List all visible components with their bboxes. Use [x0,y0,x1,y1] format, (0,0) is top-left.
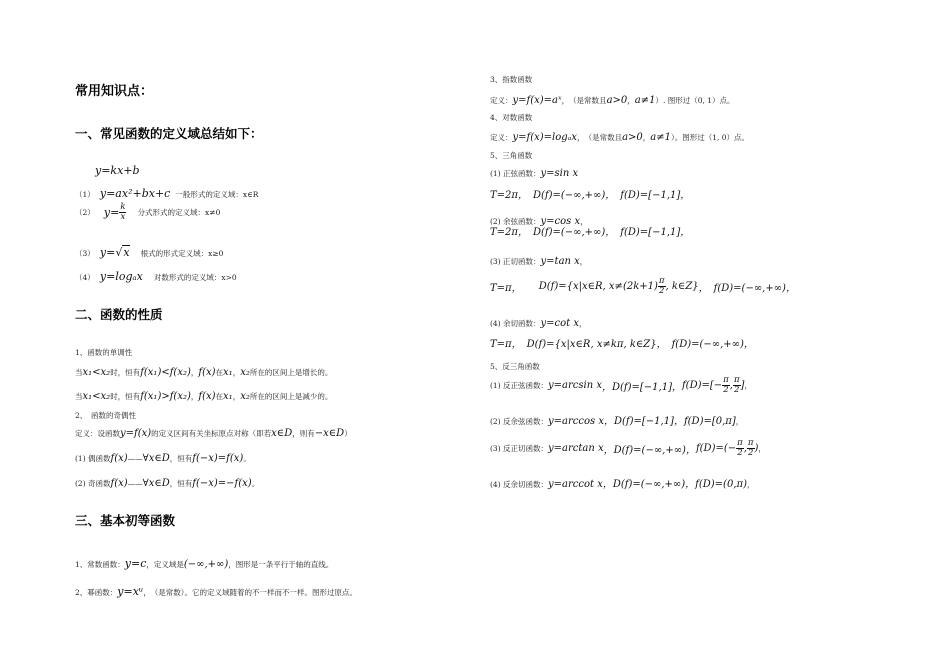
formula: f(x) [198,391,216,402]
cos-line-2: T=2π， D(f)=(−∞,+∞)， f(D)=[−1,1]， [490,227,691,238]
domain-item-3 [75,241,223,260]
text: ， （是常数且 [561,96,607,105]
domain-item-4 [75,265,237,284]
text: ，图形是一条平行于轴的直线。 [228,560,334,569]
text: ， （是常数且 [577,133,623,142]
cot-line-2: T=π， D(f)={x|x∈R, x≠kπ, k∈Z}， f(D)=(−∞,+∞)， [490,339,754,350]
formula: f(x₁)>f(x₂) [140,391,191,402]
exp-definition [490,88,735,107]
text: (1) 偶函数 [75,454,111,463]
fraction-k-over-x [119,203,126,222]
fraction-pi-over-2 [736,439,744,458]
item-text: 对数形式的定义域：x>0 [153,273,237,282]
text: (4) 反余切函数： [490,480,549,489]
formula: f(−x)=−f(x) [192,478,252,489]
text: 在 [215,368,224,377]
arcsin-line [490,375,752,395]
formula: a>0 [622,132,643,143]
text: ， [232,392,241,401]
text: (3) 反正切函数： [490,444,549,453]
formula: y=arcsin x [548,380,602,391]
parity-title: 2、 函数的奇偶性 [75,411,137,420]
formula: ∀x∈D [142,478,170,489]
formula: a>0 [606,95,628,106]
log-title: 4、对数函数 [490,113,533,122]
formula: f(x) [110,453,128,464]
formula: f(x) [198,367,216,378]
text: —— [127,454,143,463]
formula: f(x₁)<f(x₂) [140,367,191,378]
text: 定义： [490,133,513,142]
formula: y=cos x [540,216,581,227]
fraction-denominator: 2 [734,385,740,395]
formula: x₁<x₂ [82,391,111,402]
fraction-denominator: 2 [658,286,665,296]
formula: y=f(x) [120,428,152,439]
formula: a≠1 [634,95,656,106]
monotonic-decreasing [75,384,332,403]
arccot-line [490,472,754,491]
formula: y=cot x [540,318,580,329]
text: ） [344,429,352,438]
item-text: 分式形式的定义域：x≠0 [137,208,221,217]
formula: y=xᵘ [117,585,144,598]
text: (2) 余弦函数： [490,217,541,226]
item-number: （3） [75,249,95,258]
formula-log: y=logₐx [99,270,143,283]
text: 所在的区间上是增长的。 [249,368,333,377]
formula: ] [740,380,745,391]
text: ，恒有 [169,479,193,488]
parity-definition [75,421,352,440]
even-function [75,446,251,465]
fraction-numerator: k [120,202,126,212]
formula: y=arctan x [548,443,604,454]
text: —— [127,479,143,488]
fraction-pi-over-2 [747,439,755,458]
formula: y=f(x)=aˣ [512,95,562,106]
text: (3) 正切函数： [490,257,541,266]
formula: , k∈Z} [665,281,699,292]
section2-heading: 二、函数的性质 [75,307,163,322]
text: (1) 正弦函数： [490,169,541,178]
formula: (−∞,+∞) [183,559,229,570]
text: ， [642,133,651,142]
monotonic-increasing [75,360,332,379]
text: 所在的区间上是减少的。 [249,392,333,401]
formula: T=π， [490,283,522,294]
trig-title: 5、三角函数 [490,151,533,160]
fraction-numerator: π [658,276,665,286]
item-number: （1） [75,190,95,199]
text: ， （是常数）。它的定义域随着的不一样而不一样。图形过原点。 [143,588,358,597]
formula: x₂ [240,391,250,402]
text: (2) 奇函数 [75,479,111,488]
fraction-pi-over-2 [733,376,741,395]
text: 时，恒有 [110,368,141,377]
text: ， [232,368,241,377]
domain-item-1 [75,182,258,201]
formula: ) [754,443,759,454]
formula: x∈D [271,428,293,439]
formula: ∀x∈D [142,453,170,464]
text: ， [580,217,588,226]
formula: a≠1 [650,132,671,143]
tan-line-1 [490,249,587,268]
text: ）. 图形过（0, 1）点。 [655,96,735,105]
formula: D(f)={x|x∈R, x≠(2k+1) [538,281,658,292]
text: 。 [243,454,251,463]
formula: −x∈D [314,428,345,439]
sqrt-sign: √ [115,246,123,259]
odd-function [75,471,259,490]
text: 的定义区间有关坐标原点对称（即若 [151,429,272,438]
text: 1、常数函数： [75,560,125,569]
formula: ，D(f)=(−∞,+∞)，f(D)=(0,π) [602,479,747,490]
fraction-numerator: π [723,375,729,385]
formula: , [729,380,733,391]
formula: ， f(D)=(−∞,+∞)， [698,283,796,294]
fraction-pi-over-2 [722,376,730,395]
formula: y=tan x [540,256,580,267]
formula: y=arccot x [548,479,603,490]
power-function [75,580,357,599]
text: ， [190,392,199,401]
fraction-numerator: π [747,438,754,448]
text: 定义：设函数 [75,429,120,438]
text: 当 [75,392,83,401]
text: ， [627,96,635,105]
formula: f(D)=[− [681,380,723,391]
item-number: （2） [75,208,95,217]
fraction-numerator: π [737,438,743,448]
formula: ，D(f)=[−1,1]， [601,382,682,393]
text: 定义： [490,96,513,105]
item-number: （4） [75,273,95,282]
formula: x₁ [223,367,233,378]
formula: y=arccos x [548,416,604,427]
formula-lhs: y= [99,246,116,259]
formula: f(D)=(− [695,443,737,454]
fraction-denominator: 2 [737,448,743,458]
section3-heading: 三、基本初等函数 [75,513,176,528]
text: ， [579,257,588,266]
arccos-line [490,409,743,428]
text: ， [735,417,744,426]
formula: x₁<x₂ [82,367,111,378]
sin-line-1 [490,161,578,180]
text: (2) 反余弦函数： [490,417,549,426]
text: (1) 反正弦函数： [490,381,549,390]
text: ，定义域是 [146,560,184,569]
item-text: 一般形式的定义域：x∈R [175,190,259,199]
text: 时，恒有 [110,392,141,401]
formula: f(−x)=f(x) [192,453,244,464]
formula: y=sin x [540,168,579,179]
exp-title: 3、指数函数 [490,75,533,84]
domain-item-2 [75,202,220,222]
formula: ，D(f)=[−1,1]，f(D)=[0,π] [603,416,736,427]
section1-heading: 一、常见函数的定义域总结如下： [75,126,263,141]
text: ，恒有 [169,454,193,463]
text: ， [190,368,199,377]
sin-line-2: T=2π， D(f)=(−∞,+∞)， f(D)=[−1,1]， [490,190,691,201]
formula: ，D(f)=(−∞,+∞)， [603,445,696,456]
formula: y=f(x)=logₐx [512,132,578,143]
fraction-denominator: x [120,212,126,222]
log-definition [490,125,749,144]
text: ）。图形过（1, 0）点。 [670,133,750,142]
cot-line-1 [490,311,587,330]
fraction-denominator: 2 [748,448,754,458]
formula: y=c [124,557,147,570]
item-text: 根式的形式定义域：x≥0 [140,249,224,258]
monotonicity-title: 1、函数的单调性 [75,348,133,357]
text: ， [744,381,752,390]
fraction-numerator: π [733,375,740,385]
arctan-line [490,438,766,458]
fraction-denominator: 2 [723,385,729,395]
formula-linear: y=kx+b [95,164,140,177]
fraction-pi-over-2 [658,277,666,296]
text: 。 [251,479,260,488]
text: ， [746,480,755,489]
formula: f(x) [110,478,128,489]
sqrt-radicand: x [123,246,130,259]
inverse-trig-title: 5、反三角函数 [490,362,540,371]
formula: , [743,443,747,454]
tan-line-2 [490,276,796,296]
formula: x₂ [240,367,250,378]
formula: x₁ [223,391,233,402]
constant-function [75,552,333,571]
doc-title: 常用知识点： [75,84,154,99]
text: ，则有 [292,429,315,438]
text: 当 [75,368,83,377]
text: 在 [215,392,224,401]
formula-lhs: y= [103,206,120,219]
text: ， [758,444,766,453]
formula-quadratic: y=ax²+bx+c [99,187,171,200]
text: (4) 余切函数： [490,319,541,328]
text: ， [579,319,587,328]
text: 2、幂函数： [75,588,118,597]
